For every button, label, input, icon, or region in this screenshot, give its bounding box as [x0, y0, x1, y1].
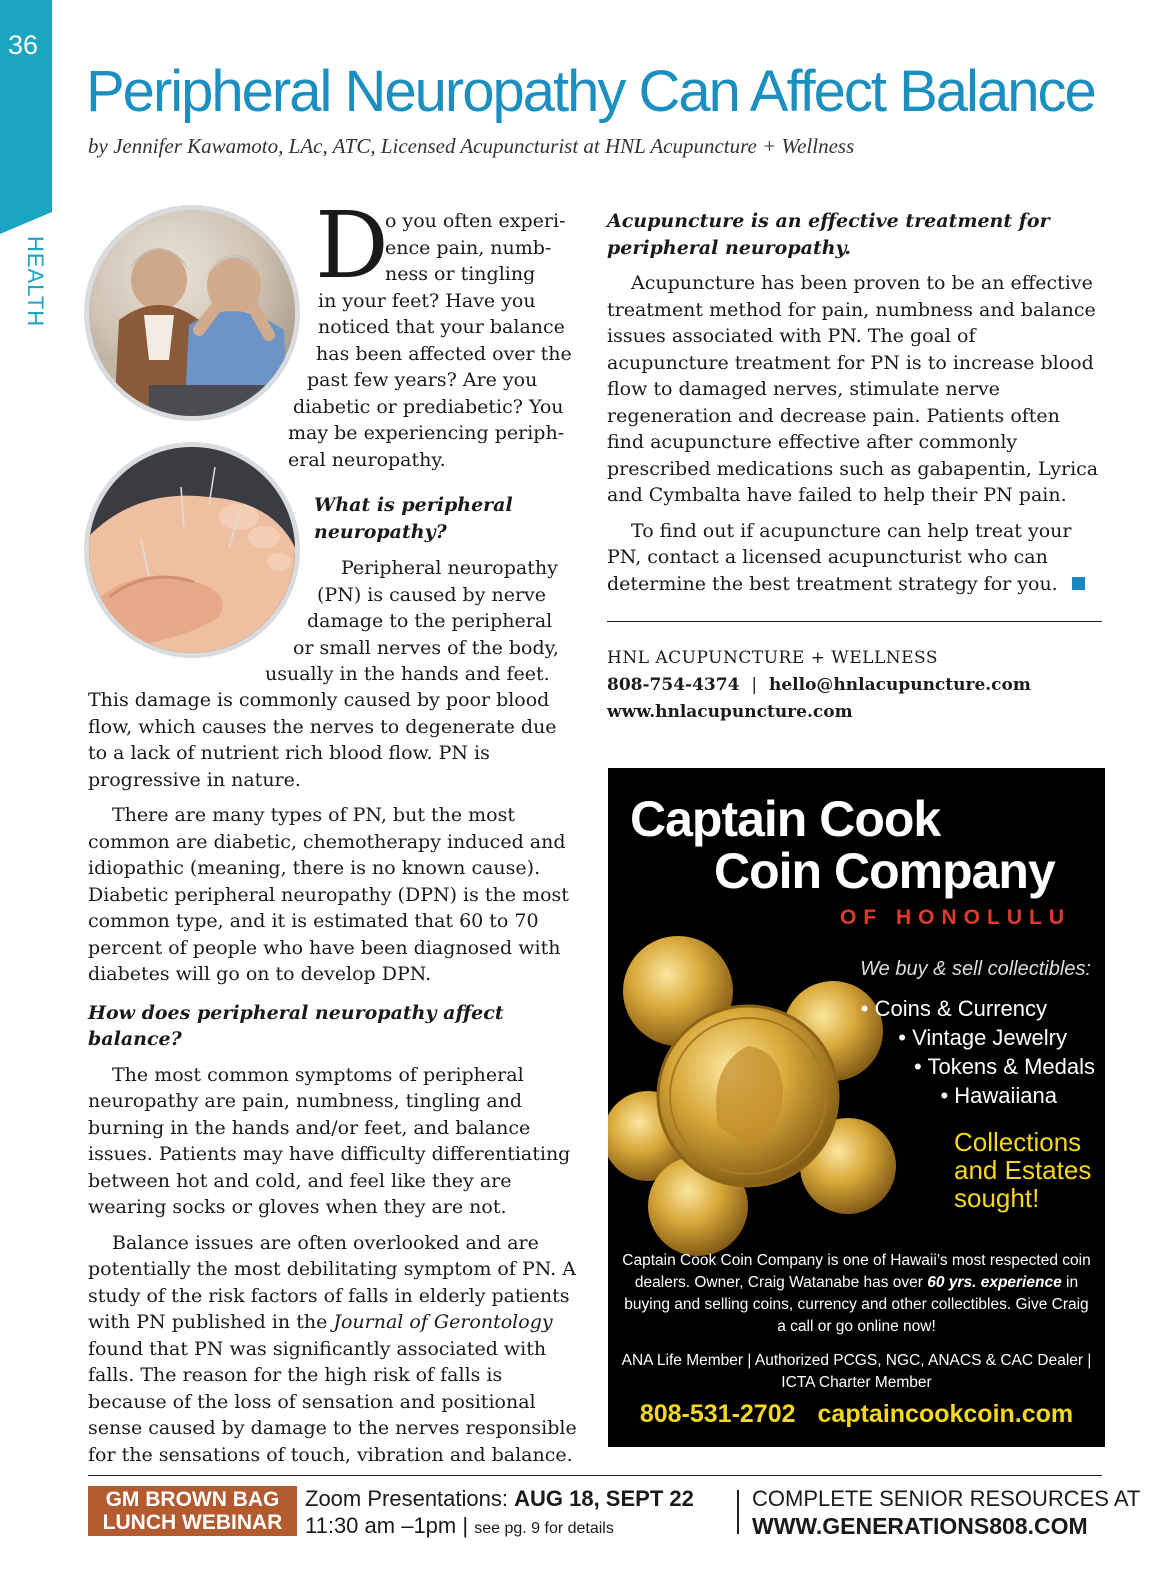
zoom-presentations — [305, 1486, 694, 1512]
ad-company-name-line1: Captain Cook — [630, 791, 941, 847]
intro-line: in your feet? Have you — [318, 289, 536, 312]
section-tab — [0, 0, 52, 212]
ad-website[interactable]: captaincookcoin.com — [817, 1400, 1074, 1428]
ad-callout-line: Collections — [954, 1127, 1082, 1157]
webinar-badge — [88, 1486, 297, 1536]
webinar-time — [305, 1513, 614, 1539]
pn-line: Peripheral neuropathy — [341, 557, 558, 579]
time-text: 11:30 am –1pm — [305, 1513, 457, 1538]
footer-separator — [737, 1490, 739, 1534]
badge-line: LUNCH WEBINAR — [102, 1511, 283, 1534]
intro-line: diabetic or prediabetic? You — [293, 395, 564, 418]
intro-line: past few years? Are you — [307, 369, 538, 391]
coin-company-ad — [608, 768, 1105, 1447]
right-column-body — [607, 208, 1102, 606]
ad-phone[interactable]: 808-531-2702 — [639, 1400, 796, 1428]
ad-services-list — [861, 994, 1095, 1110]
footer-divider — [88, 1475, 1102, 1476]
page-number: 36 — [8, 30, 39, 60]
drop-cap: D — [315, 192, 389, 299]
intro-line: ence pain, numb- — [385, 236, 552, 259]
end-mark-icon — [1072, 577, 1085, 590]
ad-memberships: ANA Life Member | Authorized PCGS, NGC, ANACS & CAC Dealer | ICTA Charter Member — [621, 1352, 1092, 1391]
ad-service-item: • Tokens & Medals — [914, 1054, 1095, 1079]
ad-service-item: • Vintage Jewelry — [898, 1025, 1067, 1050]
subhead-acupuncture: Acupuncture is an effective treatment for peripheral neuropathy. — [607, 210, 1050, 259]
ad-collections-callout — [954, 1128, 1091, 1212]
acupuncture-paragraph: Acupuncture has been proven to be an effective treatment method for pain, numbness and balance issues associated with PN. The goal of acupuncture treatment for PN is to increase blood flow to damaged nerves, stimulate nerve regeneration and decrease pain. Patients often find acupuncture effective after commonly prescribed medications such as gabapentin, Lyrica and Cymbalta have failed to help their PN pain. — [607, 272, 1099, 506]
ad-company-name-line2: Coin Company — [714, 843, 1055, 899]
badge-line: GM BROWN BAG — [105, 1488, 280, 1511]
symptoms-paragraph: The most common symptoms of peripheral neuropathy are pain, numbness, tingling and burning in the hands and/or feet, and balance issues. Patients may have difficulty differentiating between hot and cold, and feel like they are wearing socks or gloves when they are not. — [88, 1063, 571, 1218]
ad-callout-line: sought! — [954, 1183, 1040, 1213]
ad-contact-line — [618, 1400, 1095, 1429]
pn-line: damage to the peripheral — [307, 610, 553, 632]
balance-text-b: found that PN was significantly associated with falls. The reason for the high risk of falls is because of the loss of sensation and positional sense caused by damage to the nerves responsible for the sensations of touch, vibration and balance. — [88, 1337, 577, 1466]
see-page-note: see pg. 9 for details — [474, 1520, 614, 1537]
article-title: Peripheral Neuropathy Can Affect Balance — [86, 59, 1095, 124]
balance-text-a: Balance issues are often overlooked and are potentially the most debilitating symptom of PN. A study of the risk factors of falls in elderly patients with PN published in the — [88, 1231, 576, 1333]
contact-divider — [607, 621, 1102, 622]
closing-paragraph — [607, 518, 1102, 598]
ad-location: OF HONOLULU — [840, 906, 1071, 929]
pn-line: usually in the hands and feet. — [265, 663, 550, 685]
ad-service-item: • Hawaiiana — [940, 1083, 1057, 1108]
intro-paragraph — [288, 208, 588, 473]
ad-experience: 60 yrs. experience — [927, 1274, 1062, 1291]
intro-line: ness or tingling — [385, 263, 536, 285]
section-label: HEALTH — [23, 236, 48, 328]
resources-label: COMPLETE SENIOR RESOURCES AT — [752, 1486, 1141, 1511]
journal-name: Journal of Gerontology — [333, 1311, 553, 1333]
time-separator: | — [462, 1513, 469, 1538]
subhead-balance: How does peripheral neuropathy affect balance? — [88, 1001, 504, 1050]
intro-line: has been affected over the — [316, 342, 572, 365]
intro-line: noticed that your balance — [318, 316, 565, 338]
pn-line: or small nerves of the body, — [293, 636, 559, 659]
article-byline: by Jennifer Kawamoto, LAc, ATC, Licensed Acupuncturist at HNL Acupuncture + Wellness — [88, 134, 855, 158]
intro-line: may be experiencing periph- — [288, 422, 565, 444]
ad-desc-text-b: in buying and selling coins, currency and other collectibles. Give Craig a call or go online now! — [624, 1274, 1089, 1335]
intro-line: o you often experi- — [385, 210, 566, 232]
ad-callout-line: and Estates — [954, 1155, 1092, 1185]
pn-types-paragraph: There are many types of PN, but the most common are diabetic, chemotherapy induced and idiopathic (meaning, there is no known cause). Diabetic peripheral neuropathy (DPN) is the most common type, and it is estimated that 60 to 70 percent of people who have been diagnosed with diabetes will go on to develop DPN. — [88, 804, 569, 985]
ad-tagline: We buy & sell collectibles: — [860, 958, 1091, 980]
closing-text: To find out if acupuncture can help treat your PN, contact a licensed acupuncturist who can determine the best treatment strategy for you. — [607, 519, 1072, 595]
ad-service-item: • Coins & Currency — [860, 996, 1047, 1021]
contact-name: HNL ACUPUNCTURE + WELLNESS — [607, 648, 939, 668]
contact-email[interactable]: hello@hnlacupuncture.com — [768, 675, 1031, 695]
left-column-body — [88, 687, 580, 1477]
intro-line: eral neuropathy. — [288, 448, 446, 471]
zoom-label: Zoom Presentations: — [305, 1486, 515, 1511]
contact-separator: | — [751, 675, 758, 695]
subhead-what-is-pn: What is peripheral neuropathy? — [314, 494, 513, 543]
contact-website[interactable]: www.hnlacupuncture.com — [607, 702, 853, 722]
contact-block — [607, 645, 1031, 726]
ad-description — [618, 1250, 1095, 1338]
pn-line: (PN) is caused by nerve — [317, 583, 547, 606]
contact-phone[interactable]: 808-754-4374 — [607, 675, 740, 695]
elderly-couple-photo — [84, 205, 300, 421]
pn-definition-lines — [88, 555, 568, 688]
balance-paragraph — [88, 1230, 580, 1469]
ad-desc-text-a: Captain Cook Coin Company is one of Hawaii’s most respected coin dealers. Owner, Craig Watanabe has over — [622, 1252, 1091, 1291]
generations-url[interactable]: WWW.GENERATIONS808.COM — [752, 1513, 1088, 1539]
zoom-dates: AUG 18, SEPT 22 — [514, 1486, 694, 1511]
pn-definition-rest: This damage is commonly caused by poor blood flow, which causes the nerves to degenerate due to a lack of nutrient rich blood flow. PN is progressive in nature. — [88, 689, 557, 791]
